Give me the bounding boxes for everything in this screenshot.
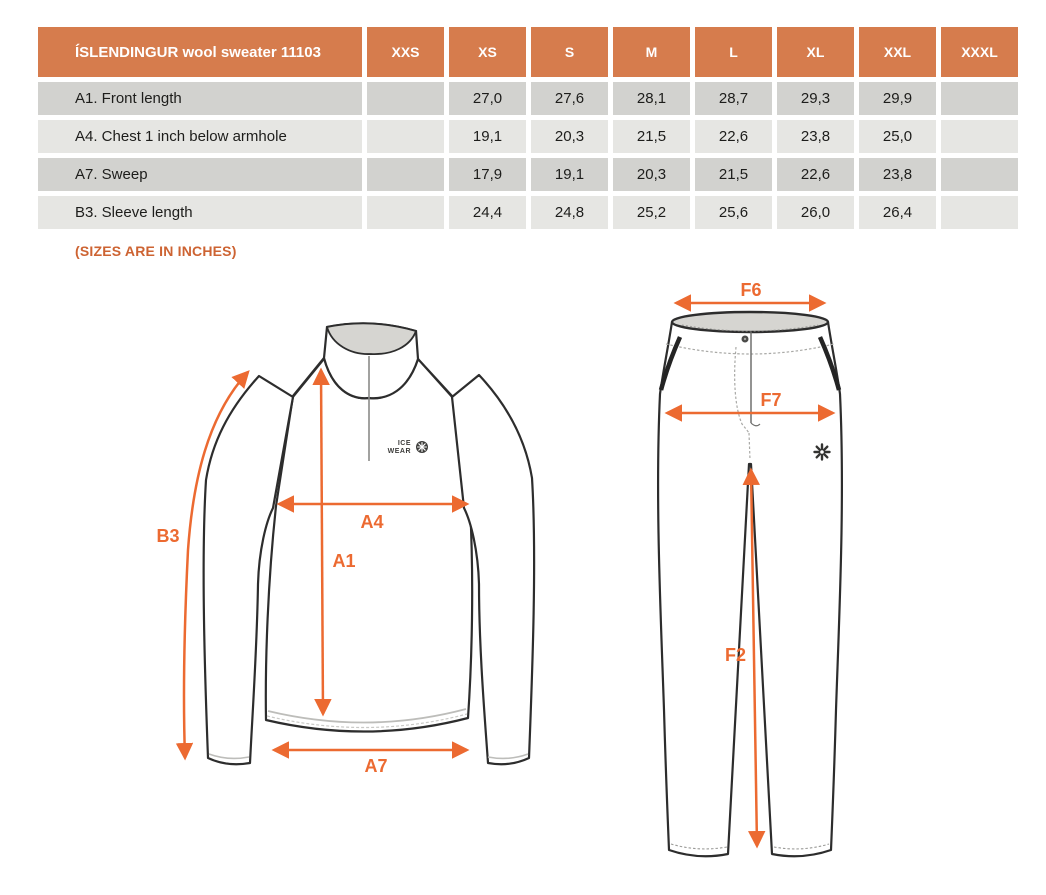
size-col-header-xxl: XXL	[859, 27, 936, 77]
size-value-cell: 19,1	[449, 120, 526, 153]
waist-button-center	[744, 338, 746, 340]
size-value-cell: 20,3	[613, 158, 690, 191]
size-value-cell	[367, 120, 444, 153]
size-value-cell	[941, 82, 1018, 115]
f6-label: F6	[740, 280, 762, 300]
size-value-cell: 26,4	[859, 196, 936, 229]
snowflake-badge-icon	[416, 441, 428, 453]
measurement-label: A7. Sweep	[38, 158, 362, 191]
pants-body	[658, 322, 842, 856]
size-col-header-xxxl: XXXL	[941, 27, 1018, 77]
size-value-cell: 25,0	[859, 120, 936, 153]
size-value-cell	[941, 158, 1018, 191]
a7-label: A7	[364, 756, 388, 776]
size-col-header-s: S	[531, 27, 608, 77]
size-value-cell: 22,6	[777, 158, 854, 191]
sizes-in-inches-note: (SIZES ARE IN INCHES)	[75, 243, 237, 259]
a4-label: A4	[360, 512, 384, 532]
size-col-header-xxs: XXS	[367, 27, 444, 77]
size-value-cell: 28,1	[613, 82, 690, 115]
size-value-cell: 17,9	[449, 158, 526, 191]
size-table	[38, 27, 1018, 229]
size-col-header-xl: XL	[777, 27, 854, 77]
size-value-cell: 27,0	[449, 82, 526, 115]
size-value-cell	[367, 158, 444, 191]
size-value-cell	[941, 120, 1018, 153]
f2-label: F2	[724, 645, 746, 665]
size-value-cell: 29,3	[777, 82, 854, 115]
size-value-cell	[367, 82, 444, 115]
a1-label: A1	[332, 551, 356, 571]
waistband-opening	[672, 312, 828, 332]
size-value-cell: 21,5	[613, 120, 690, 153]
logo-text-wear: WEAR	[387, 448, 411, 455]
b3-label: B3	[156, 526, 180, 546]
size-value-cell: 23,8	[777, 120, 854, 153]
sweater-measurement-diagram	[60, 280, 580, 780]
pants-measurement-diagram	[630, 280, 950, 880]
size-value-cell: 21,5	[695, 158, 772, 191]
f7-label: F7	[760, 390, 782, 410]
measurement-label: A4. Chest 1 inch below armhole	[38, 120, 362, 153]
size-value-cell: 29,9	[859, 82, 936, 115]
size-value-cell: 26,0	[777, 196, 854, 229]
size-value-cell: 20,3	[531, 120, 608, 153]
size-col-header-xs: XS	[449, 27, 526, 77]
snowflake-icon	[815, 445, 830, 460]
measurement-label: B3. Sleeve length	[38, 196, 362, 229]
size-value-cell: 24,8	[531, 196, 608, 229]
size-col-header-m: M	[613, 27, 690, 77]
table-title: ÍSLENDINGUR wool sweater 11103	[38, 27, 362, 77]
size-value-cell: 22,6	[695, 120, 772, 153]
size-value-cell: 27,6	[531, 82, 608, 115]
measurement-label: A1. Front length	[38, 82, 362, 115]
size-value-cell	[367, 196, 444, 229]
size-value-cell: 25,2	[613, 196, 690, 229]
size-value-cell: 19,1	[531, 158, 608, 191]
size-value-cell: 28,7	[695, 82, 772, 115]
size-col-header-l: L	[695, 27, 772, 77]
size-value-cell: 25,6	[695, 196, 772, 229]
size-value-cell	[941, 196, 1018, 229]
logo-text-ice: ICE	[397, 440, 411, 447]
size-value-cell: 24,4	[449, 196, 526, 229]
size-value-cell: 23,8	[859, 158, 936, 191]
